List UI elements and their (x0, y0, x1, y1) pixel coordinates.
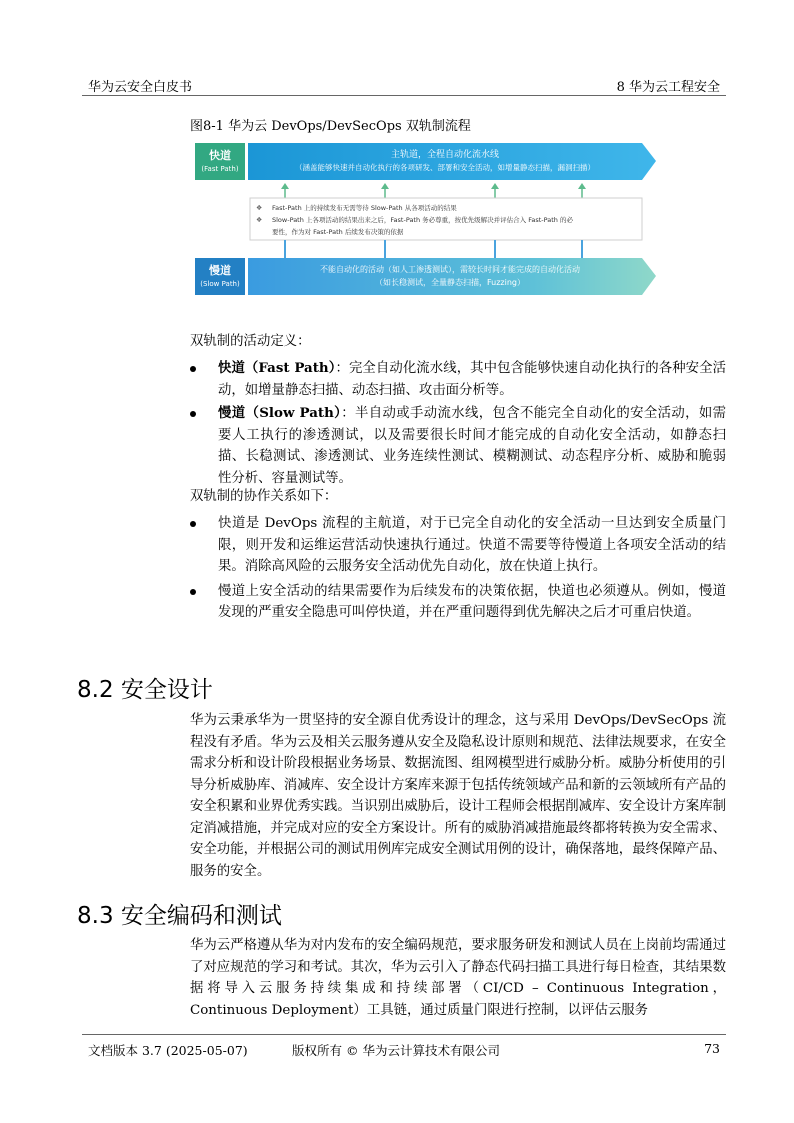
definition-text: ：完全自动化流水线，其中包含能够快速自动化执行的各种安全活动，如增量静态扫描、动态扫描、攻击面分析等。 (218, 361, 726, 398)
slow-path-band (248, 258, 656, 295)
intro-relations: 双轨制的协作关系如下： (190, 489, 338, 504)
bullet-icon (190, 411, 196, 417)
fast-path-sublabel: (Fast Path) (201, 165, 239, 173)
note-line-2: Slow-Path 上各项活动的结果出来之后，Fast-Path 务必尊重，按优先级解决并评估合入 Fast-Path 的必 (272, 216, 573, 224)
slow-path-label: 慢道 (209, 264, 231, 277)
footer-version: 文档版本 3.7 (2025-05-07) (88, 1043, 248, 1058)
up-arrow-icon (578, 183, 586, 200)
slow-path-desc: （如长稳测试，全量静态扫描，Fuzzing） (374, 278, 526, 287)
term: 快道（Fast Path） (218, 360, 336, 376)
note-bullet-icon: ❖ (256, 204, 263, 212)
section-8-3-body: 华为云严格遵从华为对内发布的安全编码规范，要求服务研发和测试人员在上岗前均需通过了对应规范的学习和考试。其次，华为云引入了静态代码扫描工具进行每日检查，其结果数据将导入云服务持续集成和持续部署（CI/CD – Continuous Integration， Continuous Deployment）工具链，通过质量门限进行控制，以评估云服务 (190, 938, 726, 1018)
definition-text: ：半自动或手动流水线，包含不能完全自动化的安全活动，如需要人工执行的渗透测试，以及需要很长时间才能完成的自动化安全活动，如静态扫描、长稳测试、渗透测试、业务连续性测试、模糊测试、动态程序分析、威胁和脆弱性分析、容量测试等。 (218, 406, 727, 486)
list-item (190, 403, 726, 489)
up-arrow-icon (281, 183, 289, 200)
section-heading-8-3: 8.3 安全编码和测试 (77, 903, 282, 929)
note-line-3: 要性，作为对 Fast-Path 后续发布决策的依据 (272, 228, 404, 236)
intro-defs: 双轨制的活动定义： (190, 334, 311, 349)
relation-text: 快道是 DevOps 流程的主航道，对于已完全自动化的安全活动一旦达到安全质量门限，则开发和运维运营活动快速执行通过。快道不需要等待慢道上各项安全活动的结果。消除高风险的云服务安全活动优先自动化，放在快道上执行。 (218, 516, 726, 574)
relation-text: 慢道上安全活动的结果需要作为后续发布的决策依据，快道也必须遵从。例如，慢道发现的严重安全隐患可叫停快道，并在严重问题得到优先解决之后才可重启快道。 (218, 583, 726, 620)
footer-page-number: 73 (704, 1041, 720, 1056)
note-bullet-icon: ❖ (256, 216, 263, 224)
fast-path-title: 主轨道，全程自动化流水线 (390, 150, 500, 160)
bullet-icon (190, 589, 196, 595)
list-item (190, 581, 726, 624)
figure-caption: 图8-1 华为云 DevOps/DevSecOps 双轨制流程 (190, 119, 471, 134)
running-header-left: 华为云安全白皮书 (88, 80, 193, 95)
slow-path-sublabel: (Slow Path) (200, 280, 240, 288)
running-header-right: 8 华为云工程安全 (616, 80, 720, 95)
bullet-icon (190, 521, 196, 527)
up-arrows (281, 183, 586, 200)
fast-path-label: 快道 (209, 149, 231, 162)
fast-path-band (248, 143, 656, 180)
relation-list (190, 513, 726, 624)
footer-rule (82, 1034, 726, 1035)
note-line-1: Fast-Path 上的持续发布无需等待 Slow-Path 从各项活动的结果 (272, 204, 457, 212)
section-heading-8-2: 8.2 安全设计 (77, 677, 213, 703)
list-item (190, 358, 726, 401)
term: 慢道（Slow Path） (218, 405, 342, 421)
dual-track-diagram (190, 138, 660, 300)
slow-path-title: 不能自动化的活动（如人工渗透测试），需较长时间才能完成的自动化活动 (320, 265, 580, 274)
slow-connectors (285, 240, 582, 258)
fast-path-desc: （涵盖能够快速并自动化执行的各项研发、部署和安全活动，如增量静态扫描，漏洞扫描） (295, 163, 595, 172)
bullet-icon (190, 366, 196, 372)
footer-copyright: 版权所有 © 华为云计算技术有限公司 (292, 1043, 500, 1058)
section-8-2-body: 华为云秉承华为一贯坚持的安全源自优秀设计的理念，这与采用 DevOps/DevSecOps 流程没有矛盾。华为云及相关云服务遵从安全及隐私设计原则和规范、法律法规要求，在安全需求分析和设计阶段根据业务场景、数据流图、组网模型进行威胁分析。威胁分析使用的引导分析威胁库、消减库、安全设计方案库来源于包括传统领域产品和新的云领域所有产品的安全积累和业界优秀实践。当识别出威胁后，设计工程师会根据削减库、安全设计方案库制定消减措施，并完成对应的安全方案设计。所有的威胁消减措施最终都将转换为安全需求、安全功能，并根据公司的测试用例库完成安全测试用例的设计，确保落地，最终保障产品、服务的安全。 (190, 713, 726, 879)
definition-list (190, 358, 726, 489)
up-arrow-icon (381, 183, 389, 200)
up-arrow-icon (491, 183, 499, 200)
header-rule (82, 95, 726, 96)
list-item (190, 513, 726, 578)
